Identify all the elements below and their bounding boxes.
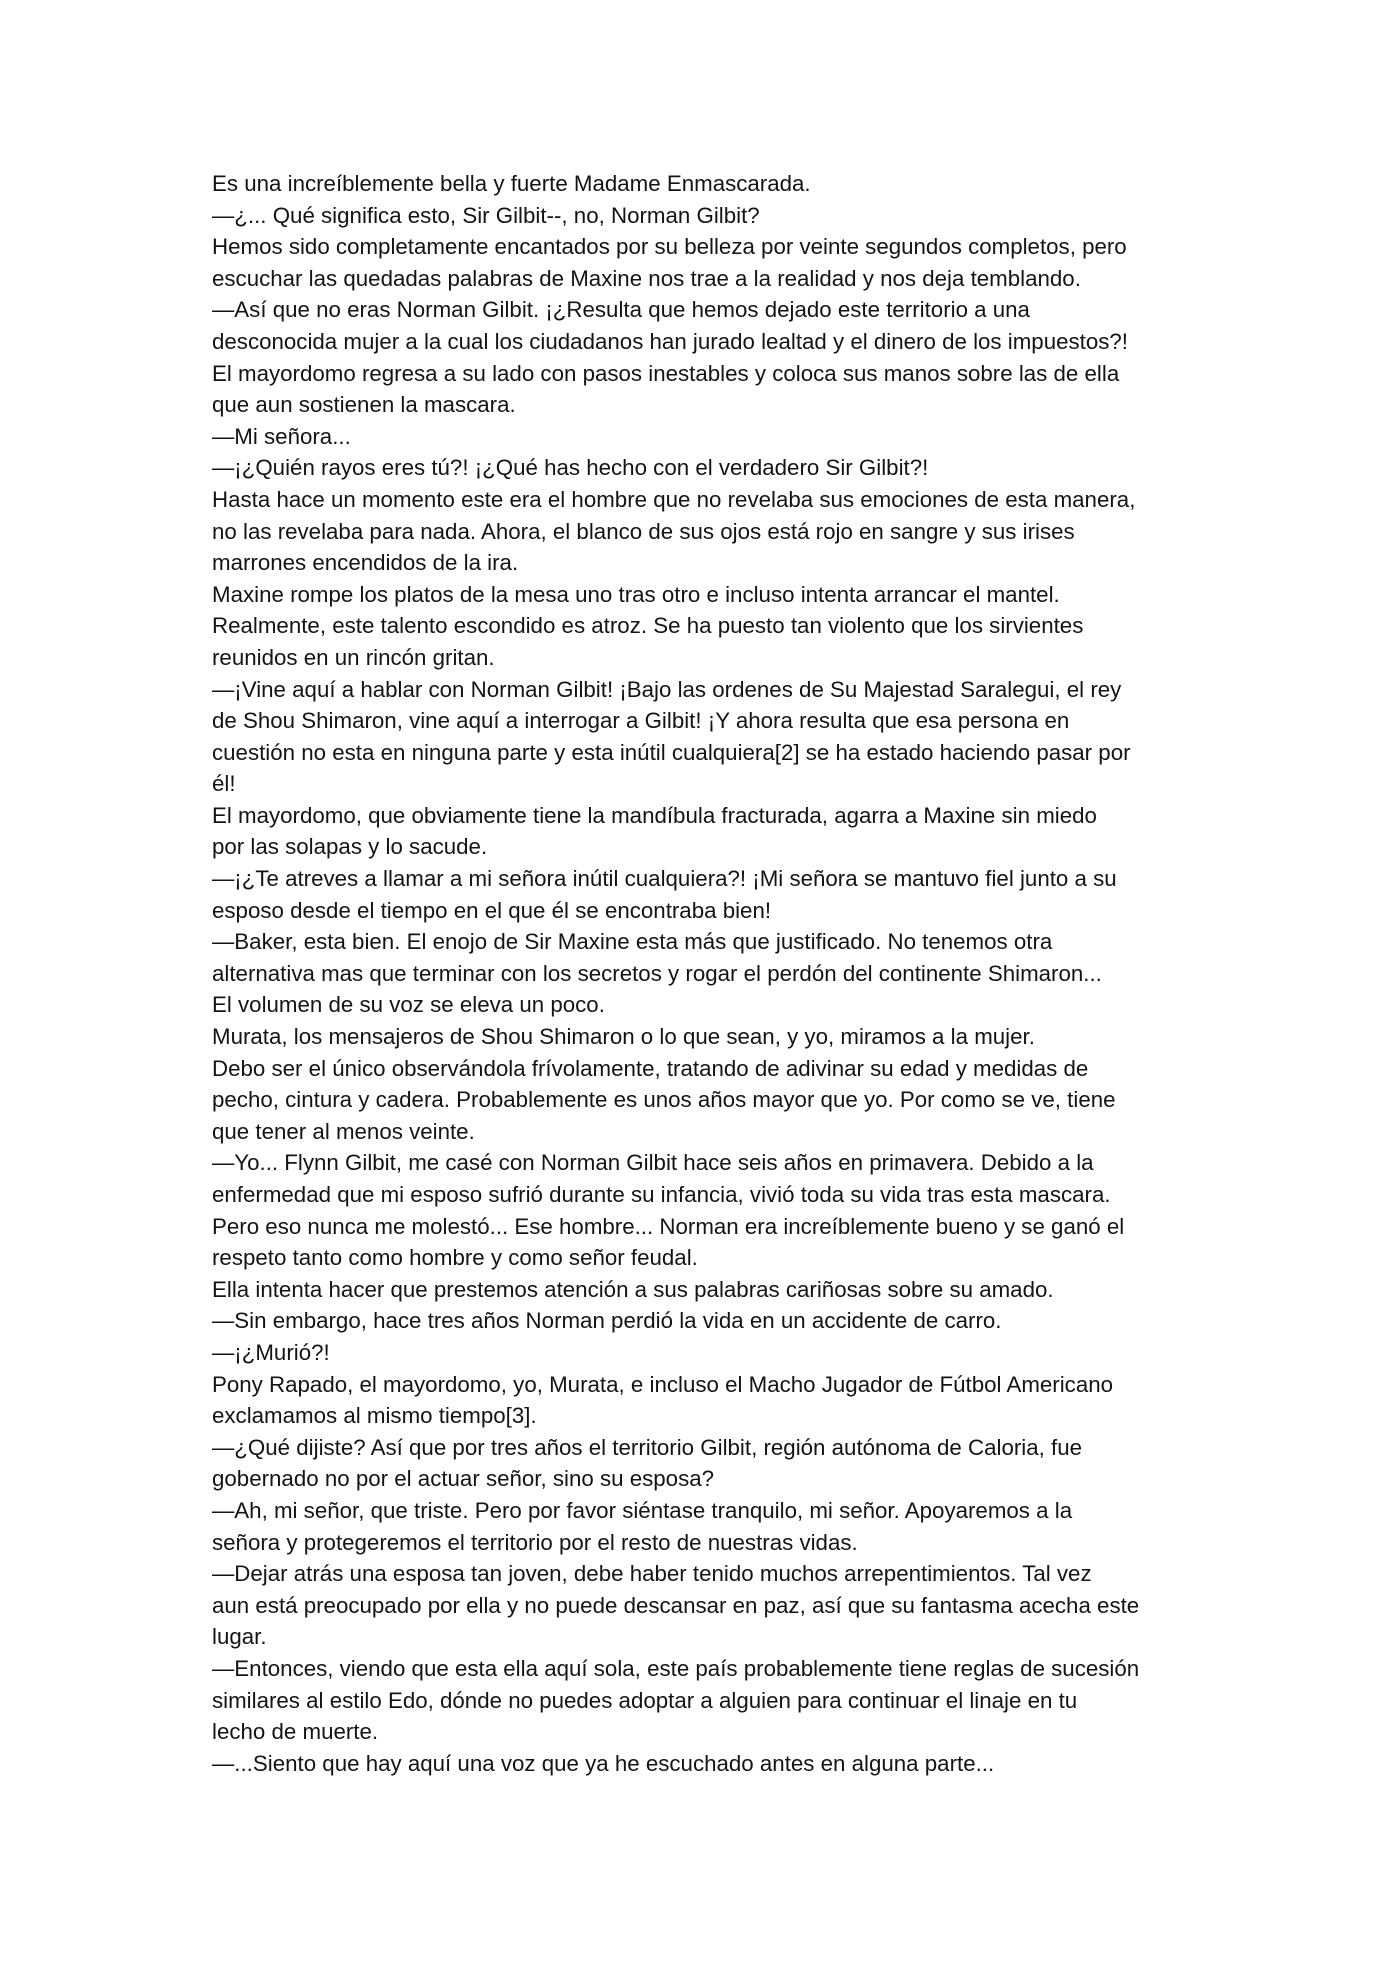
text-line: respeto tanto como hombre y como señor feudal. <box>212 1245 698 1271</box>
text-line: Murata, los mensajeros de Shou Shimaron o lo que sean, y yo, miramos a la mujer. <box>212 1024 1035 1050</box>
text-line: Ella intenta hacer que prestemos atención a sus palabras cariñosas sobre su amado. <box>212 1276 1054 1302</box>
text-line: Debo ser el único observándola frívolamente, tratando de adivinar su edad y medidas de <box>212 1055 1089 1081</box>
text-line: Maxine rompe los platos de la mesa uno tras otro e incluso intenta arrancar el mantel. <box>212 581 1060 607</box>
text-line: Pero eso nunca me molestó... Ese hombre... Norman era increíblemente bueno y se ganó el <box>212 1213 1125 1239</box>
text-line: El mayordomo, que obviamente tiene la mandíbula fracturada, agarra a Maxine sin miedo <box>212 802 1097 828</box>
text-line: que tener al menos veinte. <box>212 1118 475 1144</box>
text-line: similares al estilo Edo, dónde no puedes adoptar a alguien para continuar el linaje en tu <box>212 1687 1078 1713</box>
text-line: pecho, cintura y cadera. Probablemente es unos años mayor que yo. Por como se ve, tiene <box>212 1087 1116 1113</box>
text-line: El mayordomo regresa a su lado con pasos inestables y coloca sus manos sobre las de ella <box>212 360 1120 386</box>
text-line: gobernado no por el actuar señor, sino su esposa? <box>212 1466 715 1492</box>
text-line: él! <box>212 771 236 797</box>
text-line: —¡¿Murió?! <box>212 1339 330 1365</box>
text-line: escuchar las quedadas palabras de Maxine nos trae a la realidad y nos deja temblando. <box>212 265 1081 291</box>
text-line: no las revelaba para nada. Ahora, el blanco de sus ojos está rojo en sangre y sus irises <box>212 518 1075 544</box>
text-line: —Ah, mi señor, que triste. Pero por favor siéntase tranquilo, mi señor. Apoyaremos a la <box>212 1497 1073 1523</box>
text-line: —Así que no eras Norman Gilbit. ¡¿Resulta que hemos dejado este territorio a una <box>212 297 1030 323</box>
text-line: —Dejar atrás una esposa tan joven, debe haber tenido muchos arrepentimientos. Tal vez <box>212 1561 1092 1587</box>
text-line: cuestión no esta en ninguna parte y esta inútil cualquiera[2] se ha estado haciendo pasar por <box>212 739 1131 765</box>
text-line: —¡¿Quién rayos eres tú?! ¡¿Qué has hecho con el verdadero Sir Gilbit?! <box>212 455 929 481</box>
text-line: enfermedad que mi esposo sufrió durante su infancia, vivió toda su vida tras esta mascara. <box>212 1182 1111 1207</box>
text-line: exclamamos al mismo tiempo[3]. <box>212 1403 537 1429</box>
text-line: esposo desde el tiempo en el que él se encontraba bien! <box>212 897 772 923</box>
text-line: —Mi señora... <box>212 423 351 449</box>
text-line: —¡¿Te atreves a llamar a mi señora inútil cualquiera?! ¡Mi señora se mantuvo fiel junto a su <box>212 866 1117 892</box>
body-text <box>212 168 1212 1779</box>
text-line: por las solapas y lo sacude. <box>212 834 488 860</box>
text-line: Hasta hace un momento este era el hombre que no revelaba sus emociones de esta manera, <box>212 486 1136 512</box>
text-line: que aun sostienen la mascara. <box>212 392 516 418</box>
text-line: —Yo... Flynn Gilbit, me casé con Norman Gilbit hace seis años en primavera. Debido a la <box>212 1150 1094 1176</box>
text-line: lugar. <box>212 1624 267 1650</box>
text-line: lecho de muerte. <box>212 1719 379 1745</box>
text-line: alternativa mas que terminar con los secretos y rogar el perdón del continente Shimaron... <box>212 960 1102 986</box>
text-line: desconocida mujer a la cual los ciudadanos han jurado lealtad y el dinero de los impuestos?! <box>212 328 1128 354</box>
text-line: —¿Qué dijiste? Así que por tres años el territorio Gilbit, región autónoma de Caloria, fue <box>212 1434 1083 1460</box>
text-line: reunidos en un rincón gritan. <box>212 644 495 670</box>
text-line: aun está preocupado por ella y no puede descansar en paz, así que su fantasma acecha este <box>212 1592 1140 1618</box>
text-line: —Entonces, viendo que esta ella aquí sola, este país probablemente tiene reglas de sucesión <box>212 1655 1140 1681</box>
text-line: Es una increíblemente bella y fuerte Madame Enmascarada. <box>212 171 811 196</box>
text-line: señora y protegeremos el territorio por el resto de nuestras vidas. <box>212 1529 858 1555</box>
text-line: —Baker, esta bien. El enojo de Sir Maxine esta más que justificado. No tenemos otra <box>212 929 1053 955</box>
text-line: —...Siento que hay aquí una voz que ya he escuchado antes en alguna parte... <box>212 1750 995 1776</box>
text-line: —Sin embargo, hace tres años Norman perdió la vida en un accidente de carro. <box>212 1308 1002 1334</box>
text-line: —¿... Qué significa esto, Sir Gilbit--, no, Norman Gilbit? <box>212 202 760 228</box>
text-line: Pony Rapado, el mayordomo, yo, Murata, e incluso el Macho Jugador de Fútbol Americano <box>212 1371 1114 1397</box>
text-line: marrones encendidos de la ira. <box>212 550 519 576</box>
text-line: —¡Vine aquí a hablar con Norman Gilbit! ¡Bajo las ordenes de Su Majestad Saralegui, el rey <box>212 676 1122 702</box>
text-line: Hemos sido completamente encantados por su belleza por veinte segundos completos, pero <box>212 234 1127 260</box>
text-line: Realmente, este talento escondido es atroz. Se ha puesto tan violento que los sirvientes <box>212 613 1084 639</box>
text-line: El volumen de su voz se eleva un poco. <box>212 992 605 1018</box>
text-line: de Shou Shimaron, vine aquí a interrogar a Gilbit! ¡Y ahora resulta que esa persona en <box>212 708 1070 734</box>
